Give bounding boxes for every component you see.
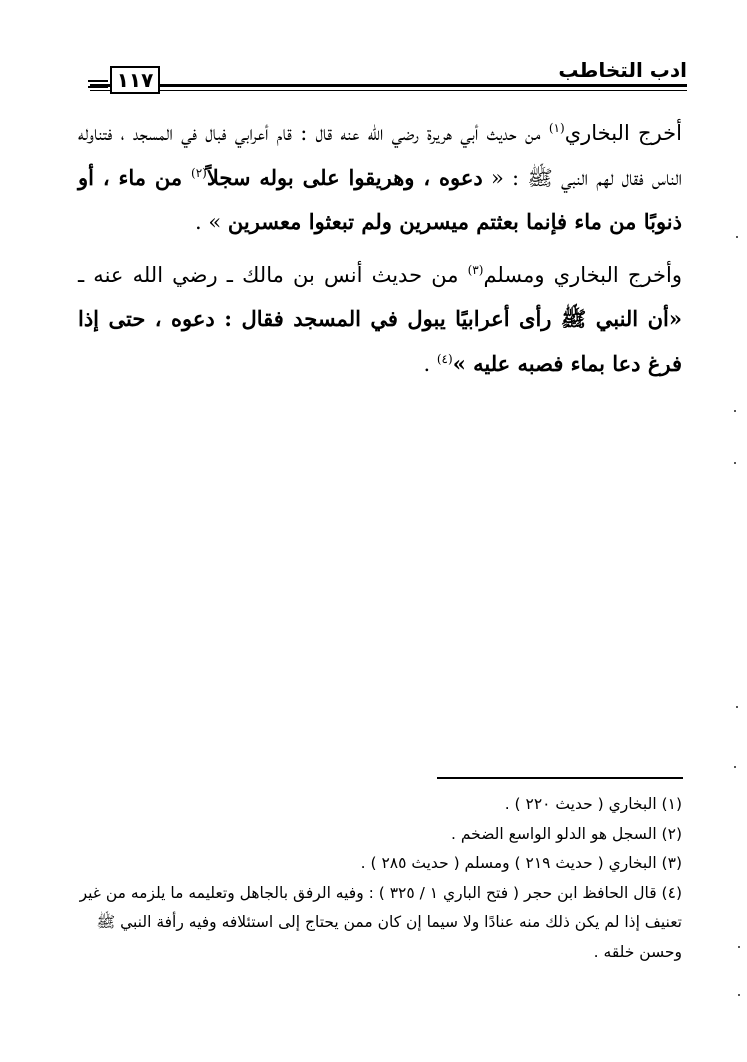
text-run: . <box>423 351 437 376</box>
scan-speck <box>734 410 736 412</box>
text-run: أخرج البخاري <box>564 121 682 145</box>
scan-speck <box>738 946 740 948</box>
paragraph-1 <box>78 112 682 245</box>
footnote-ref-4: (٤) <box>436 351 453 366</box>
text-run: من حديث أبي هريرة رضي الله عنه قال : قام أعرابي فبال في المسجد ، فتناوله الناس فقال لهم النبي ﷺ : « <box>78 121 682 190</box>
scan-speck <box>734 766 736 768</box>
hadith-text: من ماء ، أو ذنوبًا من ماء فإنما بعثتم ميسرين ولم تبعثوا معسرين <box>78 164 682 234</box>
header-rule <box>90 84 687 87</box>
footnote-1: (١) البخاري ( حديث ٢٢٠ ) . <box>504 795 682 813</box>
footnote-ref-2: (٢) <box>191 165 207 180</box>
hadith-text: دعوه ، وهريقوا على بوله سجلاً <box>206 164 483 190</box>
header-rule-stub <box>88 80 108 82</box>
running-title: ادب التخاطب <box>558 58 687 82</box>
footnote-2: (٢) السجل هو الدلو الواسع الضخم . <box>451 824 682 843</box>
scan-speck <box>738 994 740 996</box>
hadith-text: «أن النبي ﷺ رأى أعرابيًا يبول في المسجد فقال : دعوه ، حتى إذا فرغ دعا بماء فصبه عليه » <box>78 306 682 376</box>
text-run: من حديث أنس بن مالك ـ رضي الله عنه ـ <box>78 262 468 287</box>
footnote-ref-3: (٣) <box>467 262 484 277</box>
footnote-3: (٣) البخاري ( حديث ٢١٩ ) ومسلم ( حديث ٢٨٥ ) . <box>360 854 682 872</box>
scan-speck <box>736 236 738 238</box>
footnotes <box>72 790 682 967</box>
scan-speck <box>734 462 736 464</box>
text-run: » . <box>195 210 228 234</box>
footnote-4: (٤) قال الحافظ ابن حجر ( فتح الباري ١ / ٣٢٥ ) : وفيه الرفق بالجاهل وتعليمه ما يلزمه من غير تعنيف إذا لم يكن ذلك منه عنادًا ولا سيما إن كان ممن يحتاج إلى استئلافه وفيه رأفة النبي ﷺ وحسن خلقه . <box>79 883 682 961</box>
header-rule-thin <box>90 90 687 91</box>
main-text <box>78 112 682 386</box>
footnote-ref-1: (١) <box>548 121 565 135</box>
text-run: وأخرج البخاري ومسلم <box>483 262 682 287</box>
page-number: ١١٧ <box>110 66 160 94</box>
paragraph-2 <box>78 254 682 387</box>
scan-speck <box>736 706 738 708</box>
footnote-separator <box>437 777 683 779</box>
